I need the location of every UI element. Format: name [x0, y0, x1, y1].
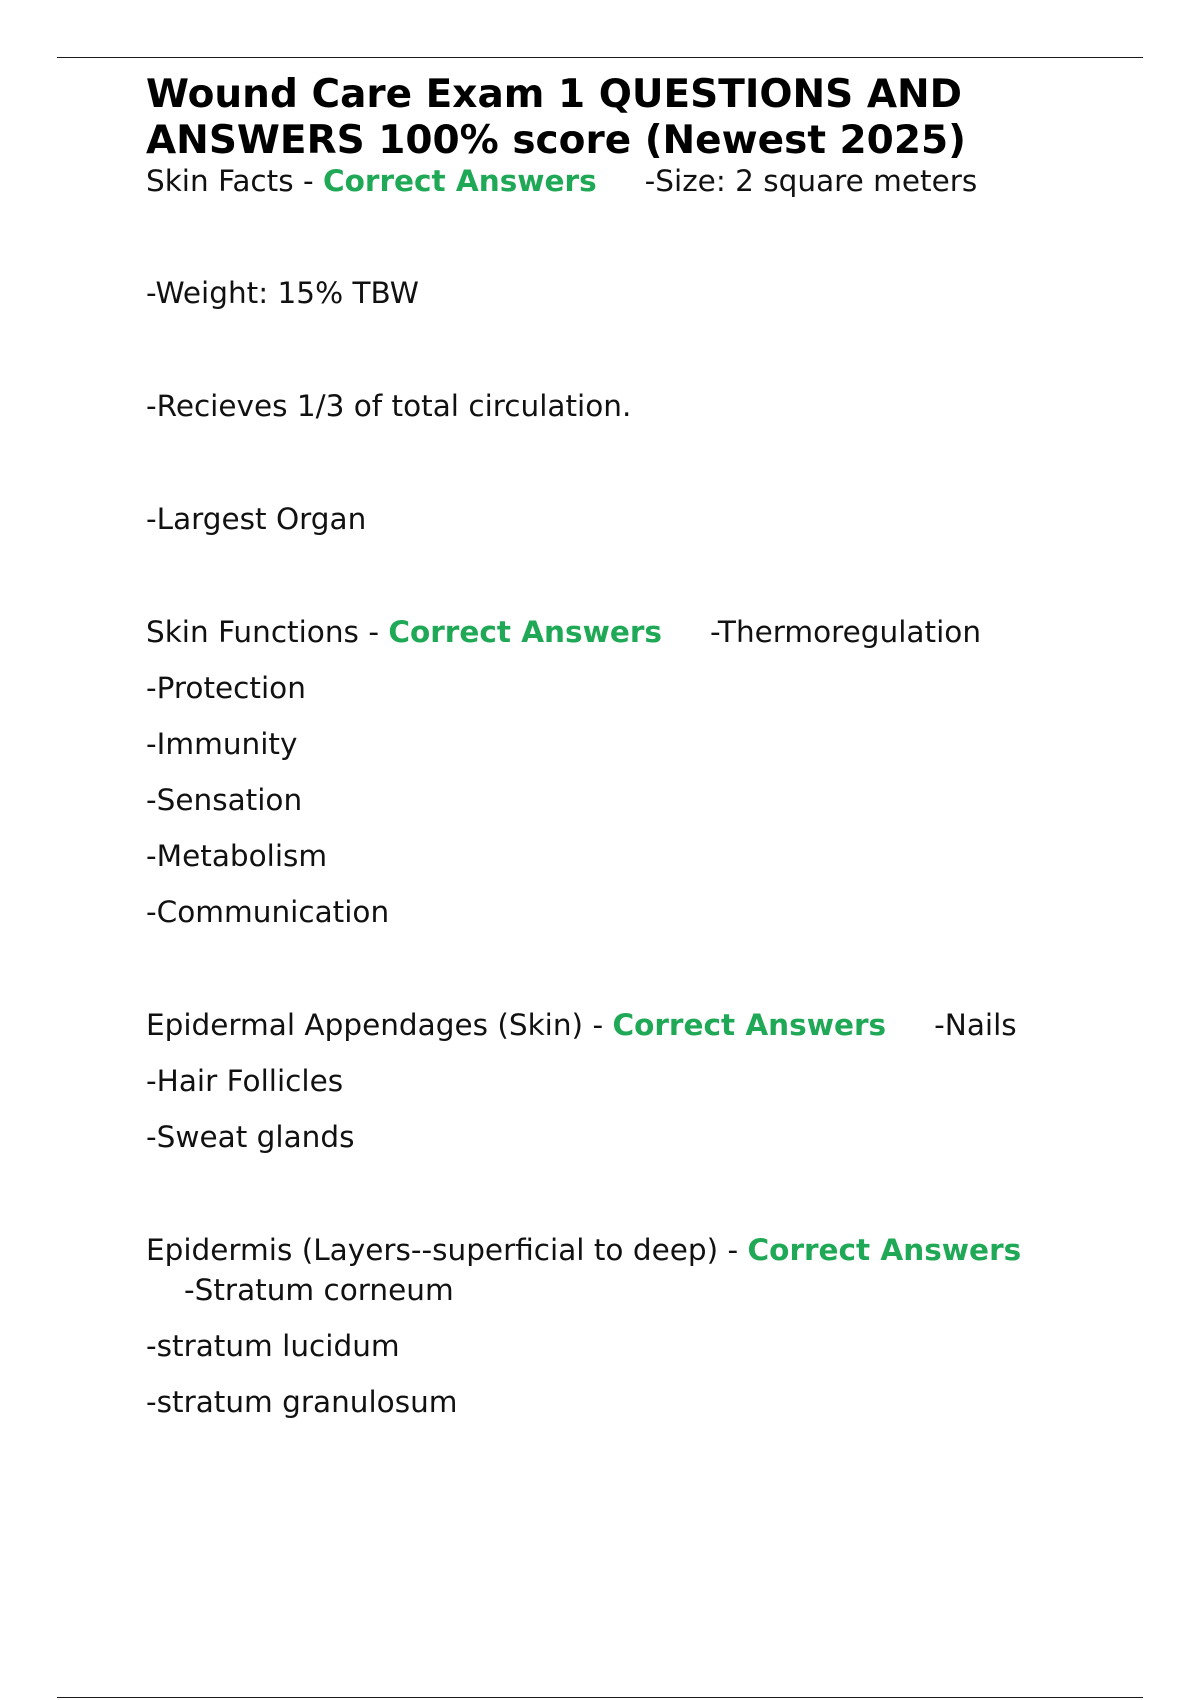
answer-item: -Size: 2 square meters — [644, 164, 978, 198]
answer-item: -Sensation — [146, 783, 303, 817]
question-line — [146, 164, 1126, 198]
qa-section-skin-facts — [146, 164, 1126, 536]
separator: - — [293, 164, 323, 198]
correct-answers-label: Correct Answers — [388, 615, 662, 649]
question-line — [146, 1233, 1126, 1267]
answer-item: -Hair Follicles — [146, 1064, 344, 1098]
answer-item: -Recieves 1/3 of total circulation. — [146, 389, 632, 423]
qa-section-skin-functions — [146, 615, 1126, 929]
qa-section-epidermal-appendages — [146, 1008, 1126, 1154]
answer-item: -stratum granulosum — [146, 1385, 458, 1419]
separator: - — [358, 615, 389, 649]
answer-item: -Sweat glands — [146, 1120, 355, 1154]
title-line-2: ANSWERS 100% score (Newest 2025) — [146, 118, 966, 163]
question-text: Epidermis (Layers--superficial to deep) — [146, 1233, 719, 1267]
answer-item: -Communication — [146, 895, 390, 929]
answer-item: -Metabolism — [146, 839, 328, 873]
question-text: Epidermal Appendages (Skin) — [146, 1008, 584, 1042]
answer-item: -Nails — [934, 1008, 1017, 1042]
qa-section-epidermis-layers — [146, 1233, 1126, 1419]
answer-item: -Immunity — [146, 727, 298, 761]
document-body — [146, 72, 1126, 1419]
answer-item: -Weight: 15% TBW — [146, 276, 419, 310]
question-line — [146, 1008, 1126, 1042]
correct-answers-label: Correct Answers — [322, 164, 597, 198]
question-line — [146, 615, 1126, 649]
bottom-rule — [57, 1697, 1143, 1698]
correct-answers-label: Correct Answers — [612, 1008, 887, 1042]
answer-item: -stratum lucidum — [146, 1329, 400, 1363]
correct-answers-label: Correct Answers — [747, 1233, 1022, 1267]
title-line-1: Wound Care Exam 1 QUESTIONS AND — [146, 72, 963, 117]
answer-item: -Thermoregulation — [709, 615, 982, 649]
separator: - — [583, 1008, 613, 1042]
answer-item: -Stratum corneum — [184, 1273, 454, 1307]
question-text: Skin Functions — [146, 615, 359, 649]
answer-item: -Protection — [146, 671, 306, 705]
document-title — [146, 72, 1126, 164]
top-rule — [57, 57, 1143, 58]
answer-item: -Largest Organ — [146, 502, 367, 536]
separator: - — [718, 1233, 748, 1267]
question-text: Skin Facts — [146, 164, 294, 198]
